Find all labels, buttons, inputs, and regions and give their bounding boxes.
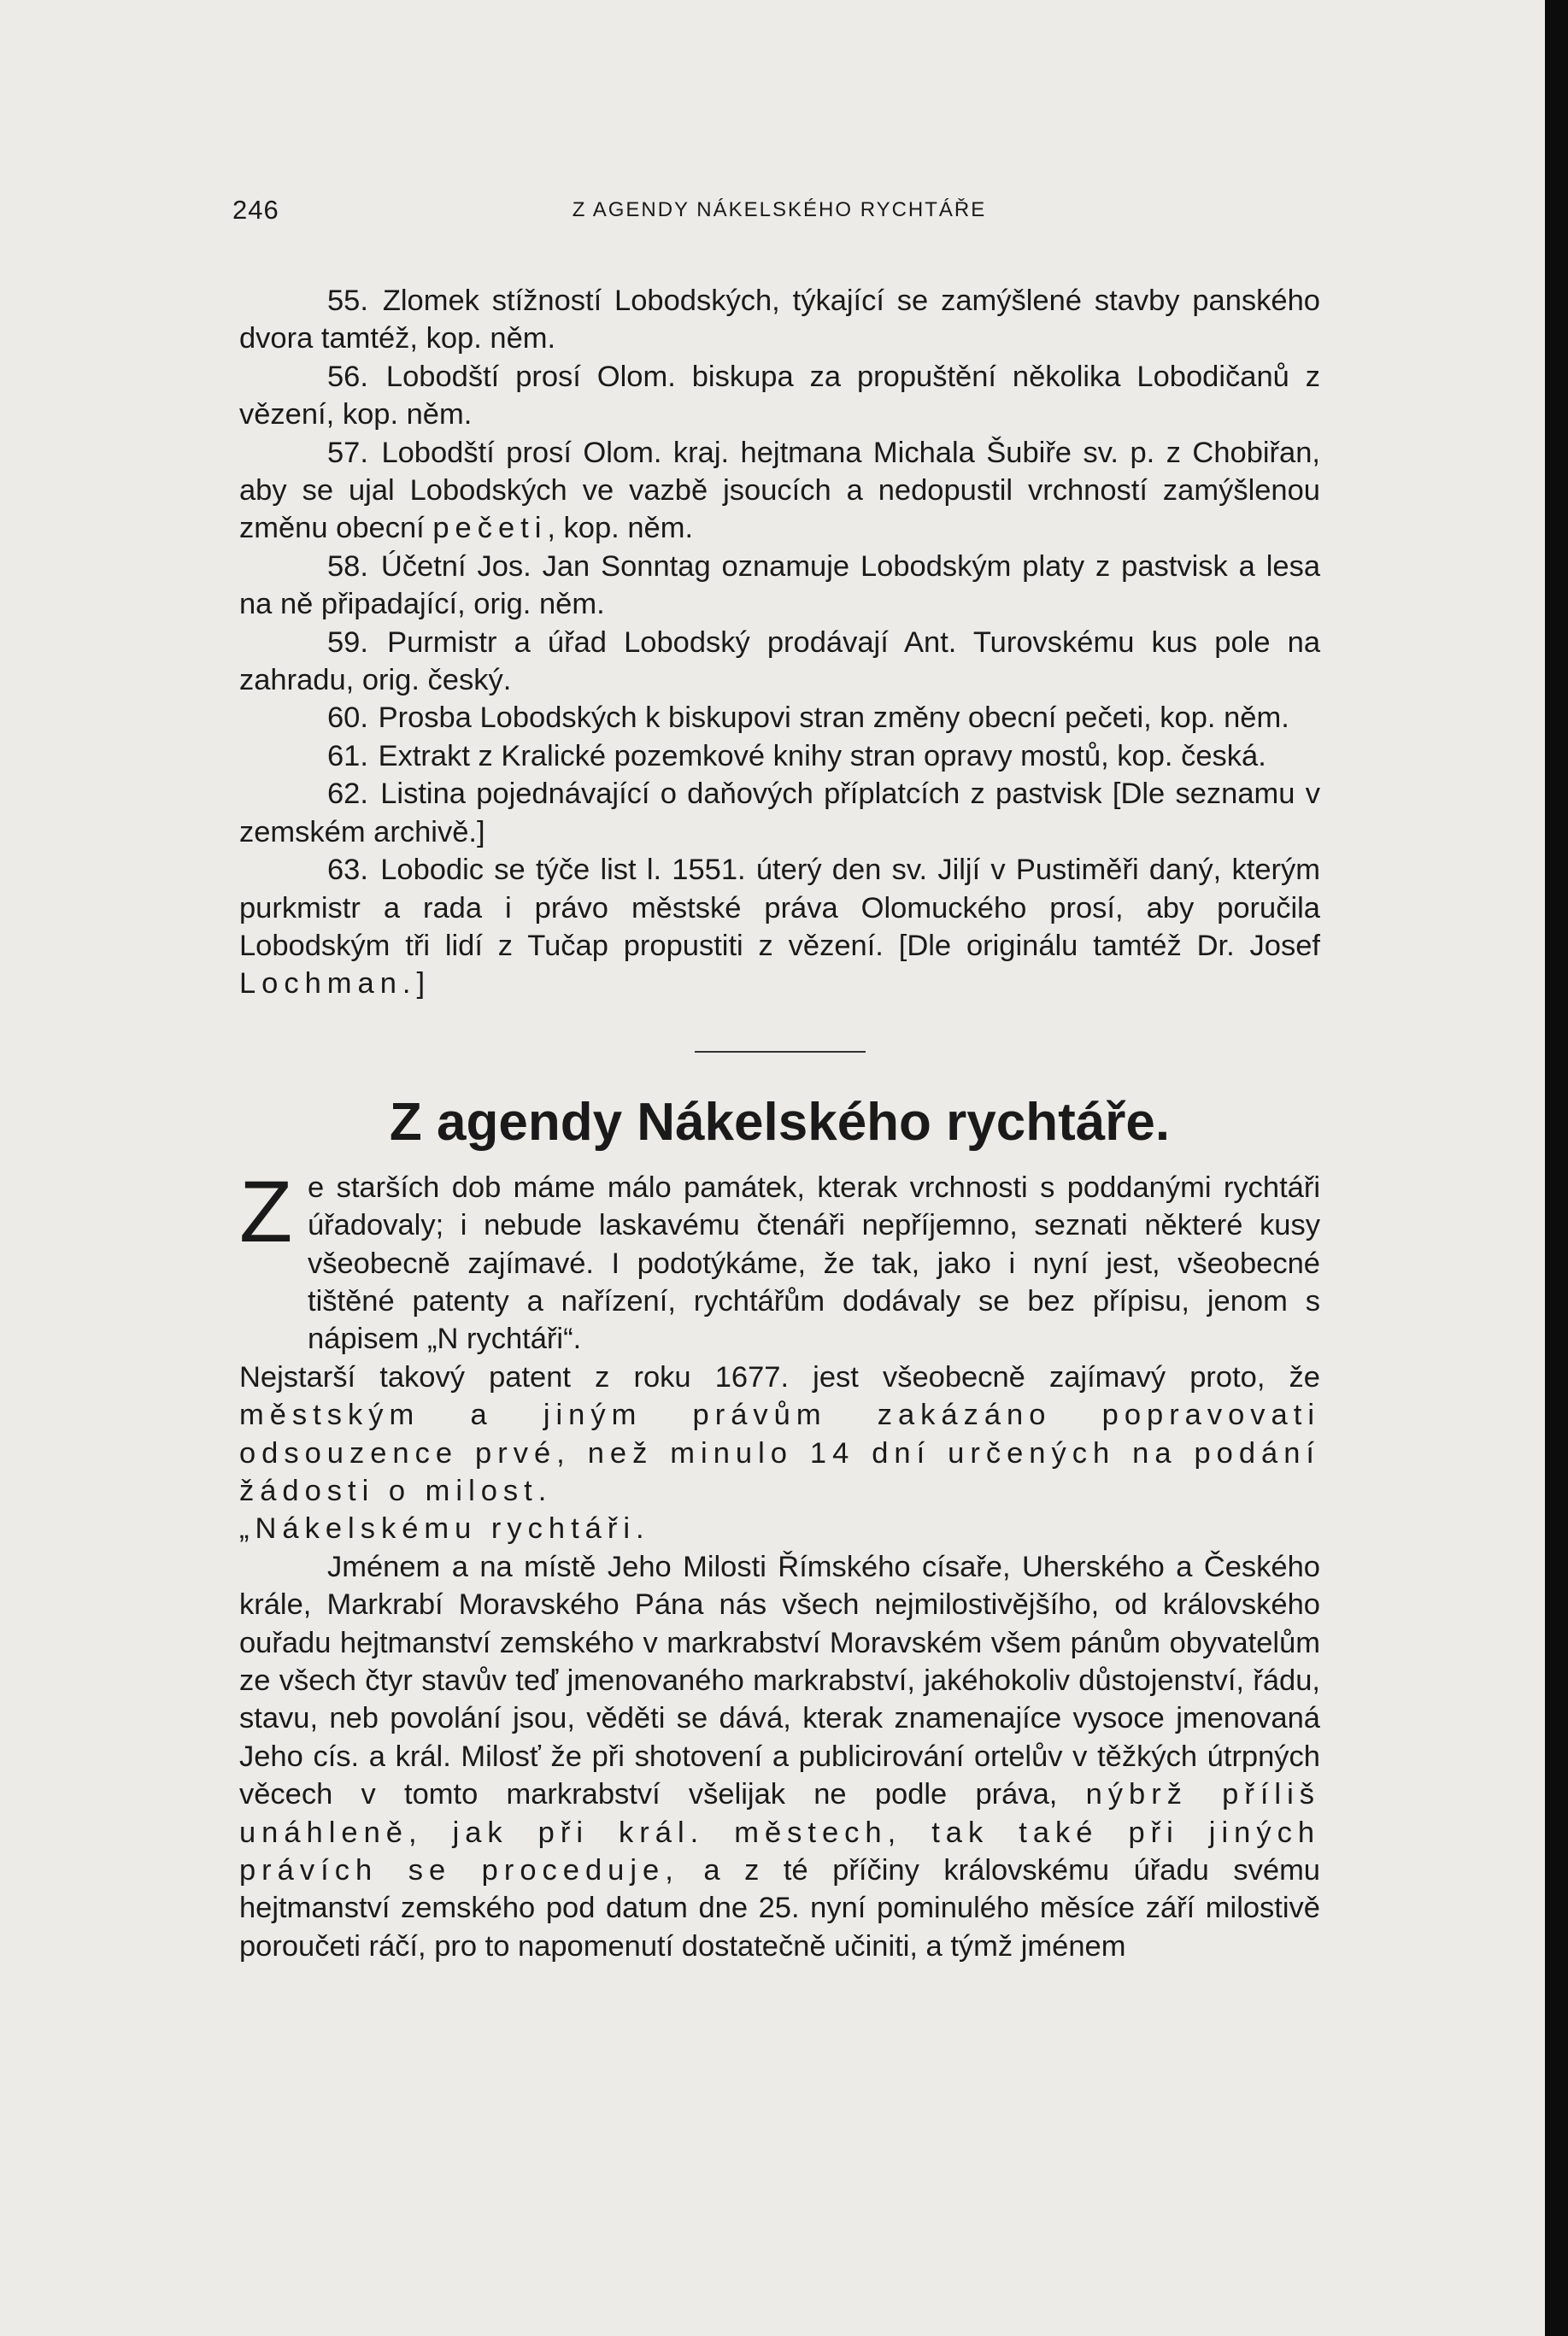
source-author: Lochman. [239, 967, 417, 1001]
paragraph-text: Jménem a na místě Jeho Milosti Římského císaře, Uherského a Českého krále, Markrabí Moravského Pána nás všech nejmilostivějšího, od královského ouřadu hejtmanství zemského v markrabství Moravském všem pánům obyvatelům ze všech čtyr stavův teď jmenovaného markrabství, jakéhokoliv důstojenství, řádu, stavu, neb povolání jsou, věděti se dává, kterak znamenajíce vysoce jmenovaná Jeho cís. a král. Milosť že při shotovení a publicirování ortelův v těžkých útrpných věcech v tomto markrabství všelijak ne podle práva, [239, 1550, 1320, 1811]
page-number: 246 [232, 195, 279, 225]
address-line [239, 1510, 1320, 1547]
entry-number: 58. [327, 549, 368, 583]
source-note-end: ] [416, 967, 426, 1001]
running-head: Z AGENDY NÁKELSKÉHO RYCHTÁŘE [572, 198, 987, 221]
entry-text: Lobodic se týče list l. 1551. úterý den sv. Jiljí v Pustiměři daný, kterým purkmistr a rada i právo městské práva Olomuckého prosí, aby poručila Lobodským tři lidí z Tučap propustiti z vězení. [239, 854, 1320, 962]
drop-cap: Z [239, 1162, 293, 1260]
emphasized-text: nýbrž příliš unáhleně, jak při král. městech, tak také při jiných právích se proceduje, [239, 1778, 1320, 1887]
list-item [239, 548, 1320, 624]
entry-text: Zlomek stížností Lobodských, týkající se zamýšlené stavby panského dvora tamtéž, kop. něm. [239, 285, 1320, 355]
list-item [239, 775, 1320, 851]
entry-number: 55. [327, 285, 368, 317]
entry-number: 61. [327, 739, 368, 772]
entry-text: Listina pojednávající o daňových příplatcích z pastvisk [Dle seznamu v zemském archivě.] [239, 778, 1320, 848]
list-item [239, 282, 1320, 358]
entry-number: 60. [327, 701, 368, 735]
entry-text: , kop. něm. [547, 512, 694, 545]
entry-text: Purmistr a úřad Lobodský prodávají Ant. Turovskému kus pole na zahradu, orig. český. [239, 625, 1321, 697]
page-header [232, 195, 1326, 229]
entry-number: 57. [327, 436, 368, 469]
list-item [239, 358, 1320, 434]
entry-text: Účetní Jos. Jan Sonntag oznamuje Lobodským platy z pastvisk a lesa na ně připadající, orig. něm. [239, 549, 1321, 621]
entry-number: 62. [327, 778, 368, 811]
entry-number: 63. [327, 854, 368, 887]
paragraph-text: e starších dob máme málo památek, kterak vrchnosti s poddanými rychtáři úřadovaly; i nebude laskavému čtenáři nepříjemno, seznati některé kusy všeobecně zajímavé. I podotýkáme, že tak, jako i nyní jest, všeobecné tištěné patenty a nařízení, rychtářům dodávaly se bez přípisu, jenom s nápisem „N rychtáři“. [308, 1171, 1320, 1356]
paragraph-text: Nejstarší takový patent z roku 1677. jest všeobecně zajímavý proto, že [239, 1360, 1320, 1394]
paragraph-text: a z té příčiny královskému úřadu svému hejtmanství zemského pod datum dne 25. nyní pominulého měsíce září milostivě poroučeti ráčí, pro to napomenutí dostatečně učiniti, a týmž jménem [239, 1854, 1320, 1963]
paragraph [239, 1548, 1320, 1965]
entry-number: 56. [327, 360, 368, 393]
emphasized-text: pečeti [432, 512, 548, 545]
entry-text: Lobodští prosí Olom. biskupa za propuštění několika Lobodičanů z vězení, kop. něm. [239, 360, 1321, 431]
entry-text: Prosba Lobodských k biskupovi stran změny obecní pečeti, kop. něm. [378, 701, 1289, 735]
list-item [239, 737, 1320, 775]
entry-text: Lobodští prosí Olom. kraj. hejtmana Michala Šubiře sv. p. z Chobiřan, aby se ujal Lobodských ve vazbě jsoucích a nedopustil vrchností zamýšlenou změnu obecní [239, 436, 1320, 545]
list-item [239, 699, 1320, 737]
section-divider [695, 1051, 866, 1053]
source-note-text: [Dle originálu tamtéž Dr. Josef [898, 929, 1320, 962]
address-text: „Nákelskému rychtáři. [239, 1512, 650, 1546]
page-content [239, 282, 1320, 1965]
list-item [239, 851, 1320, 1003]
scan-edge [1545, 0, 1568, 2336]
paragraph [239, 1162, 1320, 1359]
entry-number: 59. [327, 625, 368, 659]
section-title: Z agendy Nákelského rychtáře. [389, 1092, 1171, 1152]
list-item [239, 434, 1320, 548]
emphasized-text: městským a jiným právům zakázáno popravovati odsouzence prvé, než minulo 14 dní určených na podání žádosti o milost. [239, 1399, 1320, 1507]
paragraph [239, 1359, 1320, 1511]
list-item [239, 624, 1320, 700]
entry-text: Extrakt z Kralické pozemkové knihy stran opravy mostů, kop. česká. [378, 739, 1266, 772]
